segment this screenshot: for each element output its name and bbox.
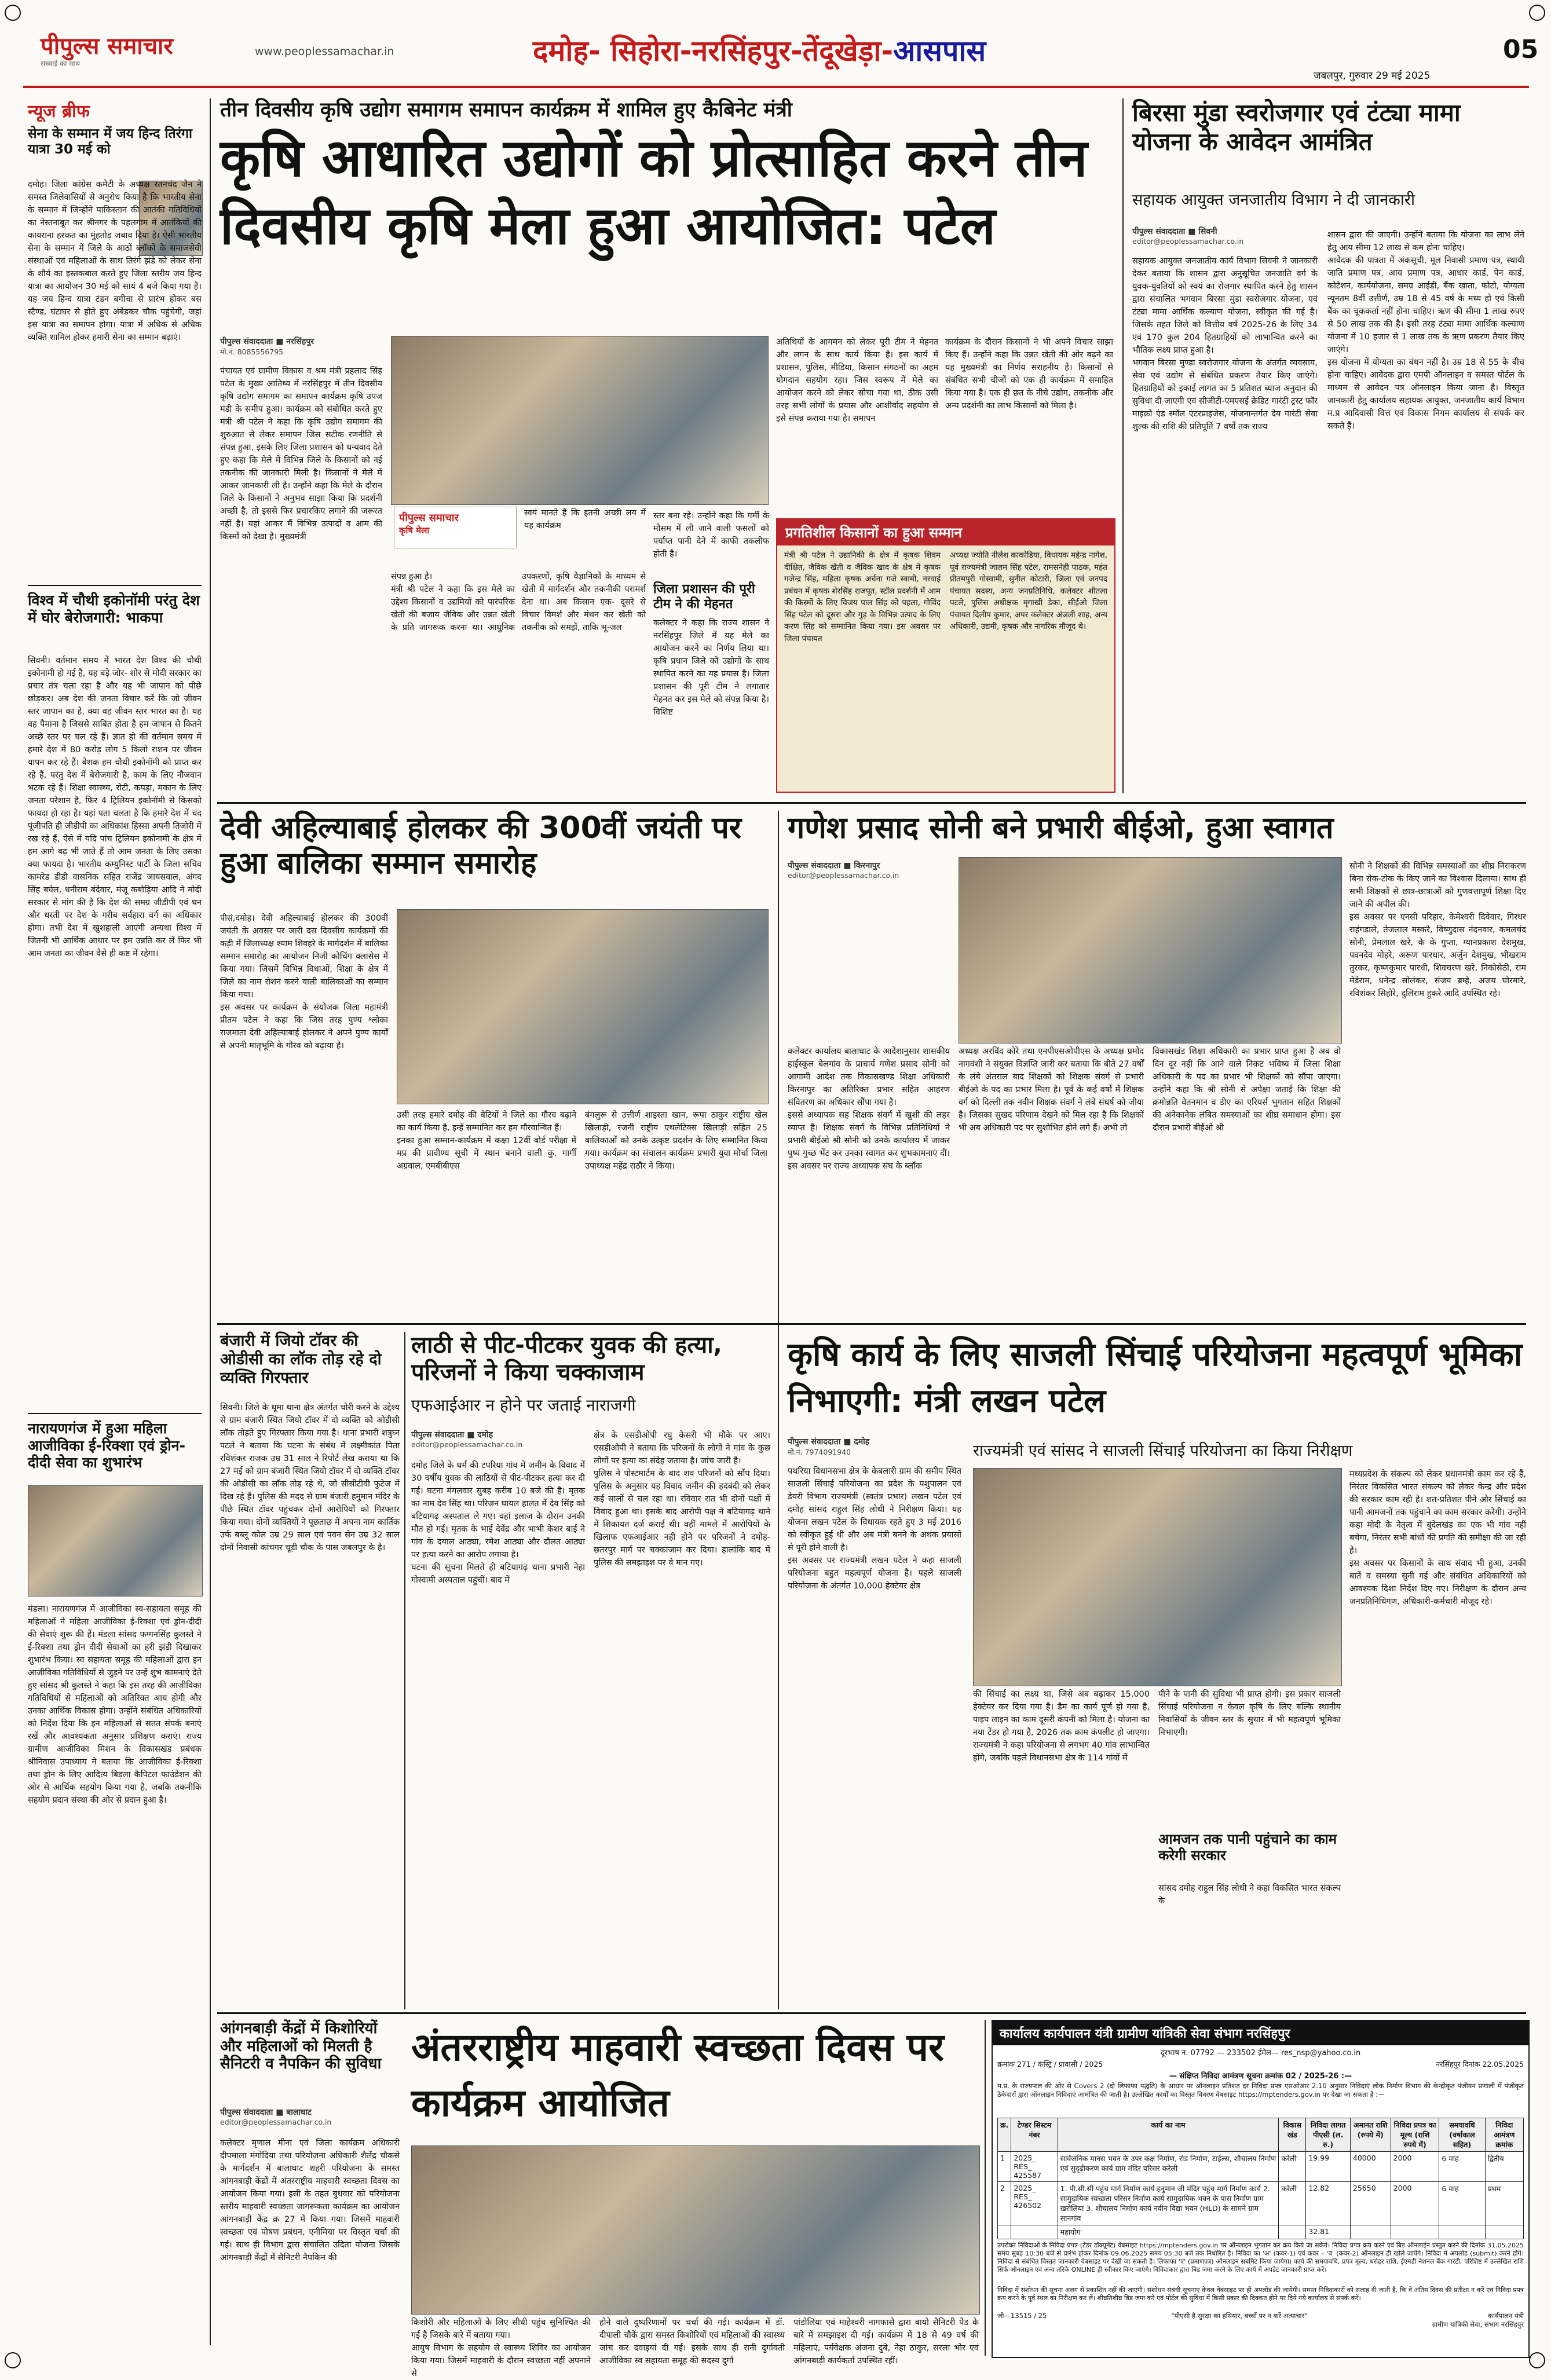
sajli-subhead-2: आमजन तक पानी पहुंचाने का काम करेगी सरकार [1158,1831,1337,1864]
tender-sign-office: कार्यपालन यंत्री [1488,2312,1524,2320]
lead-byline: पीपुल्स संवाददाता ■ नरसिंहपुर [220,337,314,346]
table-cell [998,2225,1011,2239]
lead-photo-tag: पीपुल्स समाचार कृषि मेला [394,507,517,548]
lathi-col-1: दमोह जिले के धर्म की टपरिया गांव में जमीन के विवाद में 30 वर्षीय युवक की लाठियों से पीट-पीटकर हत्या कर दी गई। घटना मंगलवार सुबह करीब 10 बजे की है। मृतक का नाम देव सिंह था। परिजन घायल हालत में देव सिंह को बटियागढ़ अस्पताल ले गए। वहां इलाज के दौरान उनकी मौत हो गई। मृतक के भाई देवेंद्र और भाभी केशर बाई ने गांव के दयाल आठ्या, रमेश आठ्या और दौलत आठ्या पर हत्या करने का आरोप लगाया है। घटना की सूचना मिलते ही बटियागढ़ थाना प्रभारी नेहा गोस्वामी अस्पताल पहुंचीं। बाद में [411,1461,585,1585]
paper-logo[interactable] [41,29,173,68]
table-cell [1391,2225,1439,2239]
dateline: जबलपुर, गुरुवार 29 मई 2025 [1314,70,1431,82]
paper-tagline: सच्चाई का साथ [41,60,81,68]
table-cell: 1. पी.सी.सी पहुंच मार्ग निर्माण कार्य हनुमान जी मंदिर पहुंच मार्ग निर्माण कार्य 2. सामुदायिक स्वच्छता परिसर निर्माण कार्य सामुदायिक भवन के पास निर्माण ग्राम खरोलिया 3. शौचालय निर्माण कार्य नवीन विद्या भवन (HLD) के सामने ग्राम सानगांव [1058,2182,1279,2225]
tender-column-header: समयावधि (वर्षाकाल सहित) [1439,2118,1485,2152]
table-cell: 2000 [1391,2152,1439,2182]
section-rule [217,1323,1526,1325]
sajli-photo [973,1468,1342,1686]
table-cell [1485,2225,1523,2239]
section-title-1: दमोह [533,34,588,68]
column-rule [1122,98,1124,793]
table-cell: 6 माह [1439,2152,1485,2182]
birsa-byline: पीपुल्स संवाददाता ■ सिवनी [1132,227,1217,236]
tender-table-header [998,2118,1524,2152]
lead-col-4: अतिथियों के आगमन को लेकर पूरी टीम ने मेहनत और लगन के साथ कार्य किया है। इस कार्य में प्रशासन, पुलिस, मीडिया, किसान संगठनों का अहम योगदान सहयोग रहा। जिस स्वरूप में मेले का आयोजन करने को लेकर सोचा गया था, ठीक उसी तरह सभी लोगों के प्रयास और आशीर्वाद सहयोग से इसे संपन्न कराया गया है। समापन [776,338,941,423]
honor-left: मंत्री श्री पटेल ने उद्यानिकी के क्षेत्र में कृषक शिवम दीक्षित, जैविक खेती व जैविक खाद के क्षेत्र में कृषक गजेन्द्र सिंह, महिला कृषक अर्चना गजे स्वामी, नरवाई प्रबंधन में कृषक शेरसिंह राजपूत, स्टॉल प्रदर्शनी में आम की किस्मों के लिए विजय पाल सिंह को पहला, गोविंद सिंह पटेल को दूसरा और गुड़ के विभिन्न उत्पाद के लिए करण सिंह को सम्मानित किया गया। इस अवसर पर जिला पंचायत [784,551,943,643]
table-cell: करेली [1279,2152,1306,2182]
lathi-byline: पीपुल्स संवाददाता ■ दमोह [411,1430,493,1440]
sajli-col-4: मध्यप्रदेश के संकल्प को लेकर प्रधानमंत्री काम कर रहे हैं, निरंतर विकसित भारत संकल्प को लेकर केन्द्र और प्रदेश की सरकार काम रही है। शत-प्रतिशत पीने और सिंचाई का पानी आमजनों तक पहुंचाने का काम सरकार करेगी। उन्होंने कहा मोदी के नेतृत्व में बुंदेलखंड का एक भी गांव नहीं बचेगा, निरंतर सभी बांधों की प्रगति की समीक्षा की जा रही है। इस अवसर पर किसानों के साथ संवाद भी हुआ, उनकी बातें व समस्या सुनी गई और संबंधित अधिकारियों को आवश्यक दिशा निर्देश दिए गए। निरीक्षण के दौरान अन्य जनप्रतिनिधिगण, अधिकारी-कर्मचारी मौजूद रहे। [1349,1470,1526,1606]
sanitary-col-3: होने वाले दुष्परिणामों पर चर्चा की गई। कार्यक्रम में डॉ. दीपाली चौकें द्वारा समस्त किशोरियों एवं महिलाओं की स्वास्थ्य जांच कर दवाइयां दी गई। इसके साथ ही रानी दुर्गावती आजीविका स्व सहायता समूह की सदस्य दुर्गा [599,2318,788,2366]
lathi-email[interactable]: editor@peoplessamachar.co.in [411,1440,523,1449]
tender-column-header: विकास खंड [1279,2118,1306,2152]
column-rule [778,1332,779,2009]
masthead-rule [23,86,1529,88]
ganesh-col-4: सोनी ने शिक्षकों की विभिन्न समस्याओं का शीघ्र निराकरण बिना रोक-टोक के किए जाने का विश्वास दिलाया। साथ ही सभी शिक्षकों से छात्र-छात्राओं को गुणवत्तापूर्ण शिक्षा दिए जाने की अपील की। इस अवसर पर एनसी परिहार, केमेश्वरी दिवेवार, गिरधर राहंगडाले, तेजलाल मस्करे, विष्णुदास नंदनवार, कमलचंद सोनी, प्रेमलाल खरे, के के गुप्ता, ग्यानप्रकाश देशमुख, पवनदेव मोहरे, अरूण पारधार, अर्जुन देशमुख, भीखराम तुरकर, कृष्णकुमार पारधी, शिवचरण खरे, निकोसेठी, राम मेडेराम, धनेन्द्र सोलंकर, संजय ब्रम्हे, अजय घोरमारे, रविशंकर सिहोरे, दुलिराम हुकरे आदि उपस्थित रहे। [1349,862,1526,998]
e-rickshaw-photo [28,1485,203,1597]
tender-code: जी—13515 / 25 [997,2312,1047,2320]
brief-1-body: दमोह। जिला कांग्रेस कमेटी के अध्यक्ष रतनचंद जैन ने समस्त जिलेवासियों से अनुरोध किया है कि भारतीय सेना के सम्मान में जिन्होंने पाकिस्तान की आतंकी गतिविधियों का नेस्तनाबूत कर श्रीनगर के पहलगाम में आतंकियों की कायराना हरकत का मुंहतोड़ जबाव दिया है। ऐसी भारतीय सेना के सम्मान में जिले के आठों ब्लॉकों के समाजसेवी संस्थाओं एवं महिलाओं के साथ तिरंगे झंडे को लेकर सेना के शौर्य का इस्तकबाल करते हुए जिला स्तरीय जय हिन्द यात्रा का आयोजन 30 मई को सायं 4 बजे किया गया है। यह जय हिन्द यात्रा टंडन बगीचा से प्रारंभ होकर बस स्टैण्ड, घंटाघर से होते हुए अंबेडकर चौक पहुंचेगी, जहां इस यात्रा का समापन होगा। यात्रा में अधिक से अधिक व्यक्ति शामिल होकर हमारी सेना का सम्मान बढ़ाएं। [28,180,204,342]
table-cell [1439,2225,1485,2239]
table-cell: 19.99 [1306,2152,1351,2182]
tender-column-header: निविदा प्रपत्र का मूल्य (राशि रुपये में) [1391,2118,1439,2152]
brief-2-body: सिवनी। वर्तमान समय में भारत देश विश्व की चौथी इकोनामी हो गई है, यह बड़े जोर- शोर से मोदी सरकार का प्रचार तंत्र चला रहा है और यह भी जापान को पीछे छोड़कर। अब देश की जनता विचार करें कि जो जीवन स्तर जापान का है, क्या वह जीवन स्तर भारत का है। यह वह पैमाना है जिससे साबित होता है हम जापान से कितने अच्छे स्तर पर चल रहे हैं। ज्ञात हो की वर्तमान समय में हमारे देश में 80 करोड़ लोग 5 किलो राशन पर जीवन यापन कर रहे हैं। बेशक हम चौथी इकोनॉमी को प्राप्त कर रहे हैं, परंतु देश में बेरोजगारी है, काम के लिए नौजवान भटक रहे हैं। शिक्षा स्वास्थ्य, रोटी, कपड़ा, मकान के लिए जनता परेशान है, फिर 4 ट्रिलियन इकोनॉमी से किसको फायदा हो रहा है। यहां पता चलता है कि हमारे देश में चंद पूंजीपति ही जीडीपी का अधिकांश हिस्सा अपनी तिजोरी में रख रहे हैं, ऐसे में यदि पांच ट्रिलियन इकोनामी के क्षेत्र में हम आगे बढ़ भी जाते हैं तो आम जनता के लिए उसका क्या फायदा है। भारतीय कम्युनिस्ट पार्टी के जिला सचिव कामरेड डीडी वासनिक सहित राजेंद्र जायसवाल, अंगद सिंह बघेल, धनीराम बंदेवार, मंजू कबोड़िया आदि ने मोदी सरकार से मांग की है कि देश की समग्र जीडीपी एवं धन और धरती पर देश के गरीब सर्वहारा वर्ग का अधिकार होगा। तभी देश में खुशहाली आएगी अन्यथा विश्व में जितनी भी आर्थिक आधार पर हम उन्नति कर लें फिर भी आम जनता का जीवन वैसे ही कष्ट में रहेगा। [28,656,204,958]
ahilya-col-2: उसी तरह हमारे दमोह की बेटियों ने जिले का गौरव बढ़ाने का कार्य किया है, इन्हें सम्मानित कर हम गौरवान्वित हैं। इनका हुआ सम्मान-कार्यक्रम में कक्षा 12वीं बोर्ड परीक्षा में मप्र की प्रावीण्य सूची में स्थान बनाने वाली कु. गार्गी अग्रवाल, एमबीबीएस [397,1111,576,1171]
column-rule [210,98,211,2345]
tender-column-header: टेण्डर सिस्टम नंबर [1011,2118,1058,2152]
divider [28,1413,202,1414]
lathi-subhead: एफआईआर न होने पर जताई नाराजगी [411,1396,636,1415]
sanitary-col-4: पांडोलिया एवं माहेश्वरी नागफासे द्वारा बायो सैनिटरी पैड के बारे में समझाइश दी गई। कार्यक्रम में 18 से 49 वर्ष की महिलाएं, पर्यवेक्षक अंजना दुबे, नेहा ठाकुर, सरला भोर एवं आंगनबाड़ी कार्यकर्ता उपस्थित रहीं। [793,2318,982,2366]
lead-headline: कृषि आधारित उद्योगों को प्रोत्साहित करने तीन दिवसीय कृषि मेला हुआ आयोजित: पटेल [220,128,1088,257]
sanitary-col-2: किशोरी और महिलाओं के लिए सीधी पहुंच सुनिश्चित की गई है जिसके बारे में बताया गया। आयुष विभाग के सहयोग से स्वास्थ्य शिविर का आयोजन किया गया। जिसमें माहवारी के दौरान स्वच्छता नहीं अपनाने से [411,2318,591,2378]
lead-byline-block [220,336,382,357]
sajli-col-2: की सिंचाई का लक्ष्य था, जिसे अब बढ़ाकर 15,000 हेक्टेयर कर दिया गया है। डैम का कार्य पूर्ण हो गया है, पाइप लाइन का काम दूसरी कंपनी को मिला है। योजना का नया टेंडर हो गया है, 2026 तक काम कंपलीट हो जाएगा। राज्यमंत्री ने कहा परियोजना से लगभग 40 गांव लाभान्वित होंगे, जबकि पहले विधानसभा क्षेत्र के 114 गांवों में [973,1690,1153,1763]
table-cell: 25650 [1350,2182,1391,2225]
table-row [998,2182,1524,2225]
sajli-col-3: पीने के पानी की सुविधा भी प्राप्त होगी। इस प्रकार साजली सिंचाई परियोजना न केवल कृषि के लिए बल्कि स्थानीय निवासियों के जीवन स्तर के सुधार में भी महत्वपूर्ण भूमिका निभाएगी। [1158,1690,1344,1737]
section-title-2: सिहोरा [610,34,680,68]
tender-ref-date: नरसिंहपुर दिनांक 22.05.2025 [1436,2060,1524,2068]
brief-3-body: मंडला। नारायणगंज में आजीविका स्व-सहायता समूह की महिलाओं ने महिला आजीविका ई-रिक्शा एवं ड्रोन-दीदी की सेवाएं शुरू की हैं। मंडला सांसद फग्गनसिंह कुलस्ते ने ई-रिक्शा तथा ड्रोन दीदी सेवाओं का हरी झंडी दिखाकर शुभारंभ किया। स्व सहायता समूह की महिलाओं द्वारा इन आजीविका गतिविधियों से जुड़ने पर उन्हें शुभ कामनाएं देते हुए सांसद श्री कुलस्ते ने कहा कि इस तरह की आजीविका गतिविधियों से महिलाओं को अतिरिक्त आय होगी और उनका आर्थिक विकास होगा। उन्होंने संबंधित अधिकारियों को निर्देश दिया कि इन महिलाओं से सतत संपर्क बनाएं रखें और आवश्यकता अनुसार प्रशिक्षण कराएं। राज्य ग्रामीण आजीविका मिशन के विकासखंड प्रबंधक श्रीनिवास उपाध्याय ने बताया कि आजीविका ई-रिक्शा तथा ड्रोन के लिए आदित्य बिड़ला कैपिटल फाउंडेशन की ओर से आर्थिक सहयोग किया गया है, जबकि तकनीकि सहयोग प्रदान संस्था की ओर से प्रदान हुआ है। [28,1605,204,1805]
registration-mark [1529,5,1545,21]
sanitary-byline: पीपुल्स संवाददाता ■ बालाघाट [220,2108,312,2117]
sajli-col-3b: सांसद दमोह राहुल सिंह लोधी ने कहा विकसित भारत संकल्प के [1158,1884,1344,1906]
birsa-subhead: सहायक आयुक्त जनजातीय विभाग ने दी जानकारी [1132,191,1415,209]
tender-sign-name: ग्रामीण यांत्रिकी सेवा, संभाग नरसिंहपुर [1432,2320,1524,2328]
birsa-email[interactable]: editor@peoplessamachar.co.in [1132,237,1244,246]
registration-mark [5,5,21,21]
tender-notice [992,2020,1530,2358]
tender-intro: म.प्र. के राज्यपाल की ओर से Covers 2 (दो लिफाफा पद्धति) के आधार पर ऑनलाइन प्रतिशत दर निविदा प्रपत्र एसओआर 2.10 अनुसार निविदाएं लोक निर्माण विभाग की केन्द्रीकृत पंजीयन प्रणाली में पंजीकृत ठेकेदारों द्वारा ऑनलाइन निविदाएं आमंत्रित की जाती है। उल्लेखित कार्यों का विस्तृत विवरण वेबसाइट https://mptenders.gov.in पर देखा जा सकता है :— [997,2082,1526,2099]
table-cell: प्रथम [1485,2182,1523,2225]
table-cell: 1 [998,2152,1011,2182]
brief-1-title: सेना के सम्मान में जय हिन्द तिरंगा यात्रा 30 मई को [28,126,192,158]
tender-column-header: कार्य का नाम [1058,2118,1279,2152]
news-brief-label: न्यूज ब्रीफ [28,101,90,122]
jio-headline: बंजारी में जियो टॉवर की ओडीसी का लॉक तोड़ रहे दो व्यक्ति गिरफ्तार [220,1332,382,1387]
lead-col-1: पंचायत एवं ग्रामीण विकास व श्रम मंत्री प्रहलाद सिंह पटेल के मुख्य आतिथ्य में नरसिंहपुर में तीन दिवसीय कृषि उद्योग समागम का समापन कार्यक्रम कृषि उपज मंडी के समीप हुआ। कार्यक्रम को संबोधित करते हुए मंत्री श्री पटेल ने कहा कि कृषि उद्योग समागम की शुरुआत से लेकर समापन जिस सटीक रणनीति से संपन्न हुआ, इसके लिए जिला प्रशासन को धन्यवाद देते हुए कहा कि मेले में विभिन्न जिले के किसानों को नई तकनीक की जानकारी मिली है। किसानों ने मेले में आकर जानकारी ली है। उन्होंने कहा कि मेले के दौरान जिले के किसानों ने अनुभव साझा किया कि प्रदर्शनी अच्छी है, तो इससे फिर प्रचारकिए लगाने की जरूरत नहीं है। यहां आकर मैं विभिन्न उत्पादों व आम की किस्मों को देखा है। मुख्यमंत्री [220,367,385,541]
section-title-3: नरसिंहपुर [692,34,791,68]
lead-col-5: कार्यक्रम के दौरान किसानों ने भी अपने विचार साझा किए हैं। उन्होंने कहा कि उन्नत खेती की ओर बढ़ने का यह मुख्यमंत्री का निर्णय सराहनीय है। किसानों से संबंधित सभी चीजों को एक ही कार्यक्रम में समाहित किया गया है। एक ही छत के नीचे उद्योग, तकनीक और अन्य प्रदर्शनी का लाभ किसानों को मिला है। [945,338,1116,411]
column-rule [985,2020,986,2356]
sanitary-col-1: कलेक्टर मृणाल मीना एवं जिला कार्यक्रम अधिकारी दीपमाला मंगोदिया तथा परियोजना अधिकारी शैलेंद्र चौकसे के मार्गदर्शन में बालाघाट शहरी परियोजना के समस्त आंगनबाड़ी केंद्रों में अंतरराष्ट्रीय माहवारी स्वच्छता दिवस का आयोजन किया गया। इसी के तहत बुधवार को परियोजना स्तरीय माहवारी स्वच्छता जागरूकता कार्यक्रम का आयोजन आंगनबाड़ी केंद्र क्र 27 में किया गया। जिसमें माहवारी स्वच्छता एवं पोषण प्रबंधन, एनीमिया पर विस्तृत चर्चा की गई। साथ ही विभाग द्वारा संचालित उदिता योजना जिसके आंगनबाड़ी केंद्रों में सैनिटरी नैपकिन की [220,2139,403,2262]
page-number: 05 [1503,35,1539,64]
table-cell: 12.82 [1306,2182,1351,2225]
tender-title: कार्यालय कार्यपालन यंत्री ग्रामीण यांत्रिकी सेवा संभाग नरसिंहपुर [993,2021,1528,2045]
ahilya-photo [397,909,769,1104]
table-cell: महायोग [1058,2225,1279,2239]
section-title-5: आसपास [893,34,986,68]
sanitary-photo [411,2145,980,2315]
tender-column-header: क्र. [998,2118,1011,2152]
tender-notice-title: — संक्षिप्त निविदा आमंत्रण सूचना क्रमांक 02 / 2025-26 :— [1169,2072,1352,2081]
section-rule [217,802,1526,804]
tender-ref: क्रमांक 271 / कंस्ट्रि / प्रावासी / 2025 [997,2060,1103,2068]
sanitary-side-headline: आंगनबाड़ी केंद्रों में किशोरियों और महिलाओं को मिलती है सैनिटरी व नैपकिन की सुविधा [220,2020,382,2073]
paper-name: पीपुल्स समाचार [41,33,173,60]
lead-photo [391,336,769,505]
lead-col-3: स्तर बना रहे। उन्होंने कहा कि गर्मी के मौसम में ली जाने वाली फसलों को पर्याप्त पानी देने में काफी तकलीफ होती है। [653,511,772,559]
honor-right: अध्यक्ष ज्योति नीलेश काकोडिया, विधायक महेन्द्र नागेश, पूर्व राज्यमंत्री जालम सिंह पटेल, रामसनेही पाठक, महंत प्रीतमपुरी गोस्वामी, सुनील कोटारी, जिला एवं जनपद पंचायत सदस्य, अन्य जनप्रतिनिधि, कलेक्टर शीतला पटले, पुलिस अधीक्षक मृगाखी डेका, सीईओ जिला पंचायत दिलीप कुमार, अपर कलेक्टर अंजली शाह, अन्य अधिकारी, उद्यमी, कृषक और नागरिक मौजूद थे। [950,551,1110,631]
ganesh-col-2: अध्यक्ष अरविंद कोरे तथा एनपीएसओपीएस के अध्यक्ष प्रमोद नागवंशी ने संयुक्त विज्ञप्ति जारी कर बताया कि बीते 27 वर्षों के लंबे अंतराल बाद शिक्षकों को शिक्षक संवर्ग से प्रभारी बीईओ के पद का प्रभार मिला है। पूर्व के कई वर्षों में शिक्षक वर्ग को दिल्ली तक नवीन शिक्षक संवर्ग ने लंबे संघर्ष को जीया है। जिसका सुखद परिणाम देखने को मिल रहा है कि शिक्षकों भी अब अधिकारी पद पर सुशोभित होने लगे हैं। अभी तो [959,1047,1147,1133]
table-cell: 2025_ RES_ 425587 [1011,2152,1058,2182]
tender-column-header: निविदा आमंत्रण क्रमांक [1485,2118,1523,2152]
birsa-col-1: सहायक आयुक्त जनजातीय कार्य विभाग सिवनी ने जानकारी देकर बताया कि शासन द्वारा अनुसूचित जनजाति वर्ग के युवक-युवतियों को स्वयं का रोजगार स्थापित करने हेतु शासन द्वारा संचालित भगवान बिरसा मुंडा स्वरोजगार योजना, एवं टंट्या मामा आर्थिक कल्याण योजना, स्वीकृत की गई है। जिसके तहत जिले को वित्तीय वर्ष 2025-26 के लिए 34 एवं 170 कुल 204 हितग्राहियों को लाभान्वित करने का भौतिक लक्ष्य प्राप्त हुआ है। भगवान बिरसा मुण्डा स्वरोजगार योजना के अंतर्गत व्यवसाय, सेवा एवं उद्योग से संबंधित प्रकरण तैयार किए जाएंगे। हितग्राहियों को इकाई लागत का 5 प्रतिशत ब्याज अनुदान की सुविधा दी जाएगी एवं सीजीटी-एमएसई क्रेडिट गारंटी ट्रस्ट फॉर माइक्रो एंड स्मॉल एंटरप्राइजेस, योजनान्तर्गत देय गारंटी सेवा शुल्क की राशि की प्रतिपूर्ति 7 वर्षों तक राज्य [1132,257,1318,431]
table-cell [1350,2225,1391,2239]
lead-col-2: संपन्न हुआ है। मंत्री श्री पटेल ने कहा कि इस मेले का उद्देश्य किसानों व उद्यमियों को पारंपरिक खेती की बजाय जैविक और उन्नत खेती के प्रति जागरूक करना था। आधुनिक उपकरणों, कृषि वैज्ञानिकों के माध्यम से खेती में मार्गदर्शन और तकनीकी परामर्श देना था। अब किसान एक- दूसरे से विचार विमर्श और मंथन कर खेती को तकनीक को समझें, ताकि भू-जल [391,572,646,632]
table-row [998,2225,1524,2239]
section-title-4: तेंदूखेड़ा [802,34,881,68]
masthead [23,17,1539,82]
birsa-col-2: शासन द्वारा की जाएगी। उन्होंने बताया कि योजना का लाभ लेने हेतु आय सीमा 12 लाख से कम होना चाहिए। आवेदक की पात्रता में अंकसूची, मूल निवासी प्रमाण पत्र, स्थायी जाति प्रमाण पत्र, आय प्रमाण पत्र, आधार कार्ड, पेन कार्ड, कोटेशन, कार्ययोजना, समग्र आईडी, बैंक खाता, फोटो, योग्यता न्यूनतम 8वीं उत्तीर्ण, उम्र 18 से 45 वर्ष के मध्य हो एवं किसी बैंक का चूककर्ता नहीं होना चाहिए। ऋण की सीमा 1 लाख रुपए से 50 लाख तक की है। इसी तरह टंट्या मामा आर्थिक कल्याण योजना में 10 हजार से 1 लाख तक के ऋण प्रकरण तैयार किए जाएंगे। इस योजना में योग्यता का बंधन नहीं है। उम्र 18 से 55 के बीच होना चाहिए। आवेदक द्वारा एमपी ऑनलाइन व समस्त पोर्टल के माध्यम से आवेदन पत्र ऑनलाइन किया जाना है। विस्तृत जानकारी हेतु कार्यालय सहायक आयुक्त, जनजातीय कार्य विभाग म.प्र आदिवासी वित्त एवं विकास निगम कार्यालय से संपर्क कर सकते हैं। [1327,230,1524,431]
table-cell: 2025_ RES_ 426502 [1011,2182,1058,2225]
lathi-col-2: क्षेत्र के एसडीओपी रघु केसरी भी मौके पर आए। एसडीओपी ने बताया कि परिजनों के लोगों ने गांव के कुछ लोगों पर हत्या का संदेह जताया है। जांच जारी है। पुलिस ने पोस्टमार्टम के बाद शव परिजनों को सौंप दिया। पुलिस के अनुसार यह विवाद जमीन की हदबंदी को लेकर कई सालों से चल रहा था। रविवार रात भी दोनों पक्षों में विवाद हुआ था। इसके बाद आरोपी पक्ष ने बटियागढ़ थाने में शिकायत दर्ज कराई थी। वहीं मामले में आरोपियों के खिलाफ एफआईआर नहीं होने पर परिजनों ने दमोह-छतरपुर मार्ग पर चक्काजाम कर दिया। हालांकि बाद में पुलिस की समझाइश पर वे मान गए। [594,1431,770,1568]
section-rule [217,2012,1526,2014]
honor-box [776,518,1115,793]
lead-kicker: तीन दिवसीय कृषि उद्योग समागम समापन कार्यक्रम में शामिल हुए कैबिनेट मंत्री [220,98,792,122]
table-row [998,2152,1524,2182]
ahilya-headline: देवी अहिल्याबाई होलकर की 300वीं जयंती पर हुआ बालिका सम्मान समारोह [220,811,742,881]
brief-2-title: विश्व में चौथी इकोनॉमी परंतु देश में घोर बेरोजगारी: भाकपा [28,592,200,626]
table-cell: 32.81 [1306,2225,1351,2239]
table-cell: 2 [998,2182,1011,2225]
lead-col-2-top: स्वयं मानते हैं कि इतनी अच्छी लय में यह कार्यक्रम [524,508,649,530]
tender-column-header: निविदा लागत पीएसी (ल. रु.) [1306,2118,1351,2152]
sanitary-email[interactable]: editor@peoplessamachar.co.in [220,2118,332,2126]
birsa-byline-block [1132,226,1318,246]
sajli-byline-block [788,1436,961,1457]
lead-subhead: जिला प्रशासन की पूरी टीम ने की मेहनत [653,582,755,612]
tender-table [997,2118,1524,2239]
sanitary-byline-block [220,2107,400,2126]
table-cell: 40000 [1350,2152,1391,2182]
table-cell [1011,2225,1058,2239]
lathi-byline-block [411,1429,585,1449]
sajli-headline: कृषि कार्य के लिए साजली सिंचाई परियोजना महत्वपूर्ण भूमिका निभाएगी: मंत्री लखन पटेल [788,1336,1523,1420]
ahilya-col-1: पीसं,दमोह। देवी अहिल्याबाई होलकर की 300वीं जयंती के अवसर पर जारी दस दिवसीय कार्यक्रमों की कड़ी में जिलाध्यक्ष श्याम शिवहरे के मार्गदर्शन में बालिका सम्मान समारोह का आयोजन निजी कोचिंग क्लासेस में किया गया। जिसमें विभिन्न विधाओं, शिक्षा के क्षेत्र में जिले का नाम रोशन करने वाली बालिकाओं का सम्मान किया गया। इस अवसर पर कार्यक्रम के संयोजक जिला महामंत्री प्रीतम पटेल ने कहा कि जिस तरह पुण्य श्लोका राजमाता देवी अहिल्याबाई होलकर ने अपने पुण्य कार्यों से अपनी मातृभूमि के गौरव को बढ़ाया है। [220,914,388,1050]
table-cell: द्वितीय [1485,2152,1523,2182]
tender-column-header: अमानत राशि (रुपये में) [1350,2118,1391,2152]
registration-mark [1529,2352,1545,2368]
sajli-byline: पीपुल्स संवाददाता ■ दमोह [788,1437,870,1447]
ganesh-col-1: कलेक्टर कार्यालय बालाघाट के आदेशानुसार शासकीय हाईस्कूल बेलगांव के प्राचार्य गणेश प्रसाद सोनी को आगामी आदेश तक विकासखण्ड शिक्षा अधिकारी किरनापुर का अतिरिक्त प्रभार सहित आहरण संवितरण का अधिकार सौंपा गया है। इससे अध्यापक सह शिक्षक संवर्ग में खुशी की लहर व्याप्त है। शिक्षक संवर्ग के विभिन्न प्रतिनिधियों ने प्रभारी बीईओ श्री सोनी को उनके कार्यालय में जाकर पुष्प गुच्छ भेंट कर उनका स्वागत कर शुभकामनाएं दीं। इस अवसर पर राज्य अध्यापक संघ के ब्लॉक [788,1047,950,1171]
ganesh-col-3: विकासखंड शिक्षा अधिकारी का प्रभार प्राप्त हुआ है अब वो दिन दूर नहीं कि आने वाले निकट भविष्य में जिला शिक्षा अधिकारी के पद का प्रभार भी शिक्षकों को सौंपा जाएगा। उन्होंने कहा कि श्री सोनी से अपेक्षा जताई कि शिक्षा की क्रमोन्नति वेतनमान व डीए का एरियर्स भुगतान सहित शिक्षकों की अनेकानेक लंबित समस्याओं का शीघ्र समाधान होगा। इस दौरान प्रभारी बीईओ श्री [1153,1047,1344,1133]
jio-body: सिवनी। जिले के धूमा थाना क्षेत्र अंतर्गत चोरी करने के उद्देश्य से ग्राम बंजारी स्थित जियो टॉवर में दो व्यक्ति को ओडीसी लॉक तोड़ते हुए गिरफ्तार किया गया है। थाना प्रभारी शत्रुघ्न पटले ने बताया कि घटना के संबंध में लक्ष्मीकांत पिता रविशंकर राजक उम्र 31 साल ने रिपोर्ट लेख कराया था कि 27 मई को ग्राम बंजारी स्थित जियो टॉवर में दो व्यक्ति टॉवर की ओडीसी का लॉक तोड़ रहे थे, जो सीसीटीवी फुटेज में दिख रहे हैं। पुलिस की मदद से ग्राम बंजारी हनुमान मंदिर के पीछे स्थित टॉवर पहुंचकर दोनों आरोपियों को गिरफ्तार किया गया। दोनों व्यक्तियों ने पूछताछ में अपना नाम कार्तिक उर्फ बब्लू कोल उम्र 29 साल एवं पवन सेन उम्र 32 साल दोनों निवासी कांचगर चूड़ी चौक के पास जबलपुर के है। [220,1403,403,1553]
sajli-col-1: पथरिया विधानसभा क्षेत्र के केबलारी ग्राम की समीप स्थित साजली सिंचाई परियोजना का प्रदेश के पशुपालन एवं डेयरी विभाग राज्यमंत्री (स्वतंत्र प्रभार) लखन पटेल एवं दमोह सांसद राहुल सिंह लोधी ने निरीक्षण किया। यह योजना लखन पटेल के विधायक रहते हुए 3 मई 2016 को स्वीकृत हुई थी और अब मंत्री बनने के अथक प्रयासों से पूरी होने वाली है। इस अवसर पर राज्यमंत्री लखन पटेल ने कहा साजली परियोजना बहुत महत्वपूर्ण योजना है। पहले साजली परियोजना के अंतर्गत 10,000 हेक्टेयर क्षेत्र [788,1467,961,1591]
lead-mobile: मो.नं. 8085556795 [220,347,284,356]
ganesh-byline: पीपुल्स संवाददाता ■ किरनापुर [788,861,880,870]
table-cell: 2000 [1391,2182,1439,2225]
ganesh-byline-block [788,860,950,880]
table-cell [1279,2225,1306,2239]
tender-terms: उपरोक्त निविदाओं के निविदा प्रपत्र (टेंडर डॉक्यूमेंट) वेबसाइट https://mptenders.gov.in पर ऑनलाइन भुगतान कर क्रय किये जा सकेंगे। निविदा प्रपत्र क्रय करने एवं बिड ऑनलाईन प्रस्तुत करने की दिनांक 31.05.2025 समय सुबह 10:30 बजे से प्रारंभ होकर दिनांक 09.06.2025 समय 05:30 बजे तक निर्धारित है। निविदा का 'अ' (कवर-1) एवं कवर – 'ब' (कवर-2) ऑनलाइन ही खोले जायेंगे। निविदा मे अपलोड (submit) करने होंगे। निविदा से संबंधित विस्तृत जानकारी वेबसाइट पर देखी जा सकती है। लिफाफा 'ए' (प्रमाणपत्र) ऑनलाइन सबमिट किया जायेगा। कार्य की समयावधि, प्रपत्र मूल्य, धरोहर राशि, ईएमडी नेशनल बैंक गारंटी, परिशिष्ट में उल्लेखित राशि सिर्फ ऑनलाइन एवं अन्य तरिके ONLINE ही स्वीकार किए जाएंगे। निविदाकार द्वारा बिड जमा करने के लिए कार्य में अपडेट जानकारी प्राप्त करें। [997,2242,1526,2273]
column-rule [404,1332,405,2009]
ganesh-email[interactable]: editor@peoplessamachar.co.in [788,871,899,880]
divider [28,585,202,586]
birsa-headline: बिरसा मुंडा स्वरोजगार एवं टंट्या मामा योजना के आवेदन आमंत्रित [1132,98,1461,156]
sanitary-headline: अंतरराष्ट्रीय माहवारी स्वच्छता दिवस पर कार्यक्रम आयोजित [411,2025,945,2125]
tender-contact: दूरभाष न. 07792 — 233502 ईमेल— res_nsp@yahoo.co.in [1160,2049,1361,2057]
ganesh-headline: गणेश प्रसाद सोनी बने प्रभारी बीईओ, हुआ स्वागत [788,811,1334,845]
website-link[interactable]: www.peoplessamachar.in [255,45,394,58]
registration-mark [5,2352,21,2368]
table-cell: 6 माह [1439,2182,1485,2225]
ganesh-photo [959,857,1342,1043]
section-title: दमोह- सिहोरा-नरसिंहपुर-तेंदूखेड़ा-आसपास [533,34,986,68]
table-cell: करेली [1279,2182,1306,2225]
tender-terms-2: निविदा में संशोधन की सूचना अलग से प्रकाशित नहीं की जाएगी। संशोधन संबंधी सूचनाएं केवल वेबसाइट पर ही अपलोड की जायेगी। समस्त निविदाकारों को सलाह दी जाती है, कि वे अंतिम दिवस की प्रतीक्षा न करें एवं निविदा प्रपत्र क्रय करने के पूर्व स्थल का निरीक्षण कर लें। शीघ्रतिशीघ्र बिड जमा करें एवं पोर्टल की सुविधा में किसी प्रकार की दिक्कत होने पर दिये गये कार्यालय से संपर्क करें। [997,2286,1526,2302]
brief-3-title: नारायणगंज में हुआ महिला आजीविका ई-रिक्शा एवं ड्रोन-दीदी सेवा का शुभारंभ [28,1420,185,1471]
honor-title: प्रगतिशील किसानों का हुआ सम्मान [777,519,1114,545]
lathi-headline: लाठी से पीट-पीटकर युवक की हत्या, परिजनों ने किया चक्काजाम [411,1332,722,1386]
ahilya-col-3: बंगलुरू से उत्तीर्ण शाइस्ता खान, रूपा ठाकुर राष्ट्रीय खेल खिलाड़ी, रजनी राष्ट्रीय एथलेटिक्स खिलाड़ी सहित 25 बालिकाओं को उनके उत्कृष्ट प्रदर्शन के लिए सम्मानित किया गया। कार्यक्रम का संचालन कार्यक्रम प्रभारी युवा मोर्चा जिला उपाध्यक्ष महेंद्र राठौर ने किया। [585,1111,770,1171]
lead-col-3b: कलेक्टर ने कहा कि राज्य शासन ने नरसिंहपुर जिले में यह मेले का आयोजन करने का निर्णय लिया था। कृषि प्रधान जिले को उद्योगों के साथ स्थापित करने का यह प्रयास है। जिला प्रशासन की पूरी टीम ने लगातार मेहनत कर इस मेले को संपन्न किया है। विशिष्ट [653,618,772,717]
sajli-mobile: मो.नं. 7974091940 [788,1448,851,1456]
tender-slogan: "पीएसी है सुरक्षा का हथियार, बच्चों पर न करें अत्याचार" [1171,2312,1308,2320]
table-cell: सार्वजनिक मानस भवन के उपर कक्ष निर्माण, रोड निर्माण, टाईल्स, शौचालय निर्माण एवं सुदृढ़ीकरण कार्य ग्राम मंदिर परिसर करेली [1058,2152,1279,2182]
sajli-subhead: राज्यमंत्री एवं सांसद ने साजली सिंचाई परियोजना का किया निरीक्षण [973,1442,1353,1460]
